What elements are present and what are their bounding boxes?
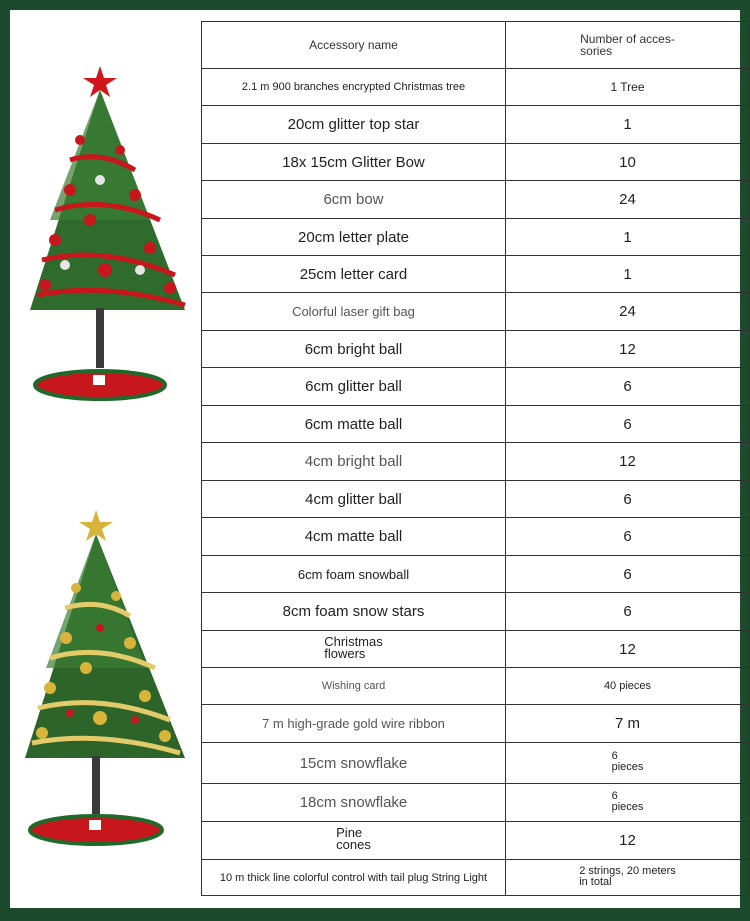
row-quantity: 6 — [505, 593, 749, 631]
table-row — [202, 784, 750, 822]
table-row — [202, 69, 750, 106]
row-quantity: 12 — [505, 331, 749, 368]
table-row — [202, 743, 750, 784]
row-name: 2.1 m 900 branches encrypted Christmas tree — [202, 69, 506, 106]
row-quantity — [505, 860, 749, 896]
row-quantity: 12 — [505, 631, 749, 668]
row-name: 6cm foam snowball — [202, 556, 506, 593]
header-quantity-line2: sories — [580, 43, 613, 58]
row-name: Colorful laser gift bag — [202, 293, 506, 331]
row-quantity-line2: in total — [579, 875, 612, 888]
row-quantity — [505, 743, 749, 784]
row-quantity-line2: pieces — [611, 761, 644, 773]
table-row — [202, 293, 750, 331]
row-name: 6cm bow — [202, 181, 506, 219]
table-row — [202, 822, 750, 860]
row-quantity: 6 — [505, 406, 749, 443]
table-row — [202, 406, 750, 443]
header-quantity-line1: Number of acces- — [580, 31, 675, 46]
row-name: 18x 15cm Glitter Bow — [202, 144, 506, 181]
row-name: 4cm bright ball — [202, 443, 506, 481]
row-name: 4cm matte ball — [202, 518, 506, 556]
table-row — [202, 443, 750, 481]
table-row — [202, 481, 750, 518]
row-quantity: 1 — [505, 256, 749, 293]
row-quantity: 6 — [505, 368, 749, 406]
row-name-line1: Christmas — [324, 633, 383, 649]
christmas-tree-red-image — [10, 20, 201, 430]
table-header-row — [202, 22, 750, 69]
row-quantity: 40 pieces — [505, 668, 749, 705]
row-name-line2: cones — [336, 837, 371, 852]
table-row — [202, 331, 750, 368]
row-quantity-line1: 6 — [611, 750, 618, 762]
row-name: 6cm bright ball — [202, 331, 506, 368]
row-name: 4cm glitter ball — [202, 481, 506, 518]
table-row — [202, 144, 750, 181]
row-name — [202, 631, 506, 668]
table-row — [202, 705, 750, 743]
row-quantity — [505, 784, 749, 822]
row-name — [202, 822, 506, 860]
row-quantity-line2: pieces — [611, 800, 644, 813]
row-quantity: 12 — [505, 443, 749, 481]
table-row — [202, 556, 750, 593]
row-quantity-line1: 6 — [611, 789, 618, 802]
header-accessory-name: Accessory name — [202, 22, 506, 69]
table-row — [202, 593, 750, 631]
row-quantity: 1 — [505, 219, 749, 256]
row-quantity: 6 — [505, 556, 749, 593]
table-row — [202, 668, 750, 705]
row-name: 25cm letter card — [202, 256, 506, 293]
row-name: 10 m thick line colorful control with tail plug String Light — [202, 860, 506, 896]
table-row — [202, 256, 750, 293]
row-name: 15cm snowflake — [202, 743, 506, 784]
row-quantity: 24 — [505, 181, 749, 219]
table-row — [202, 368, 750, 406]
row-name-line1: Pine — [336, 825, 363, 840]
christmas-tree-gold-image — [10, 458, 201, 878]
row-quantity: 1 Tree — [505, 69, 749, 106]
table-row — [202, 860, 750, 896]
row-name: 20cm letter plate — [202, 219, 506, 256]
row-quantity: 1 — [505, 106, 749, 144]
accessory-table — [201, 21, 750, 896]
header-quantity — [505, 22, 749, 69]
table-row — [202, 181, 750, 219]
table-row — [202, 631, 750, 668]
table-row — [202, 106, 750, 144]
row-name: 7 m high-grade gold wire ribbon — [202, 705, 506, 743]
row-name: Wishing card — [202, 668, 506, 705]
row-quantity-line1: 2 strings, 20 meters — [579, 864, 676, 877]
row-name: 8cm foam snow stars — [202, 593, 506, 631]
row-name: 18cm snowflake — [202, 784, 506, 822]
product-frame — [10, 10, 740, 908]
row-name: 6cm matte ball — [202, 406, 506, 443]
row-name-line2: flowers — [324, 645, 366, 661]
row-name: 6cm glitter ball — [202, 368, 506, 406]
row-quantity: 6 — [505, 518, 749, 556]
tree-images-column — [10, 20, 201, 906]
row-quantity: 6 — [505, 481, 749, 518]
row-quantity: 10 — [505, 144, 749, 181]
row-name: 20cm glitter top star — [202, 106, 506, 144]
table-row — [202, 518, 750, 556]
row-quantity: 12 — [505, 822, 749, 860]
row-quantity: 24 — [505, 293, 749, 331]
table-row — [202, 219, 750, 256]
row-quantity: 7 m — [505, 705, 749, 743]
